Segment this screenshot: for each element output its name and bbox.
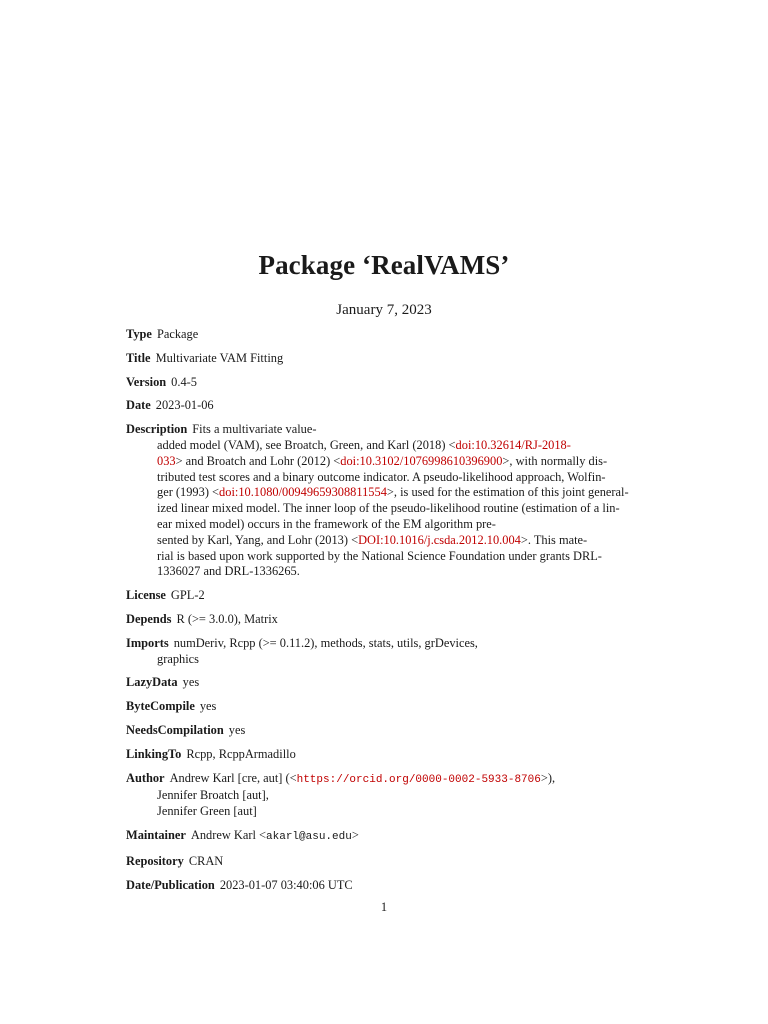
field-value: 2023-01-07 03:40:06 UTC [219,877,353,892]
description-line: 1336027 and DRL-1336265. [157,564,300,579]
field-needscompilation [126,723,642,739]
description-line [126,438,642,454]
field-value: yes [228,722,246,737]
field-value: 2023-01-06 [155,398,214,413]
author-text: >), [540,770,556,785]
field-label: Author [126,770,165,785]
description-text: ger (1993) < [157,485,220,500]
field-value: yes [199,699,217,714]
field-imports [126,636,642,668]
field-lazydata [126,675,642,691]
field-value: Package [156,327,199,341]
doi-link[interactable]: doi:10.1080/00949659308811554 [219,485,387,500]
field-maintainer [126,828,642,846]
page-number: 1 [380,900,388,914]
description-line: Fits a multivariate value- [192,422,317,437]
field-value: Multivariate VAM Fitting [155,350,284,365]
doi-link[interactable]: doi:10.32614/RJ-2018- [455,437,571,452]
field-type [126,327,642,343]
field-label: Repository [126,853,184,868]
doi-link[interactable]: 033 [157,453,176,468]
field-label: LinkingTo [126,746,182,761]
field-date [126,398,642,414]
field-value: Rcpp, RcppArmadillo [186,746,296,761]
field-label: Description [126,422,188,437]
field-label: NeedsCompilation [126,722,224,737]
orcid-link[interactable]: https://orcid.org/0000-0002-5933-8706 [296,773,541,786]
description-line [126,454,642,470]
field-label: Date/Publication [126,877,215,892]
description-text: > and Broatch and Lohr (2012) < [175,453,341,468]
field-value: yes [182,675,200,690]
description-fields [126,327,642,901]
field-value: R (>= 3.0.0), Matrix [176,611,278,626]
doi-link[interactable]: DOI:10.1016/j.csda.2012.10.004 [358,532,521,547]
author-text: Andrew Karl [cre, aut] (< [169,770,297,785]
description-text: added model (VAM), see Broatch, Green, and Karl (2018) < [157,437,456,452]
field-version [126,375,642,391]
field-value: GPL-2 [170,588,205,603]
field-depends [126,612,642,628]
field-label: Date [126,398,151,413]
description-line: rial is based upon work supported by the National Science Foundation under grants DRL- [157,548,602,563]
field-value: numDeriv, Rcpp (>= 0.11.2), methods, stats, utils, grDevices, [173,635,478,650]
field-bytecompile [126,699,642,715]
description-line: tributed test scores and a binary outcome indicator. A pseudo-likelihood approach, Wolfin- [157,469,606,484]
field-linkingto [126,747,642,763]
field-label: Maintainer [126,827,186,842]
maintainer-text: > [351,827,359,842]
author-line: Jennifer Green [aut] [157,804,257,819]
description-line [126,485,642,501]
description-text: >, with normally dis- [502,453,608,468]
field-label: License [126,588,166,603]
field-label: Imports [126,635,169,650]
maintainer-email[interactable]: akarl@asu.edu [266,830,352,843]
field-repository [126,854,642,870]
field-label: ByteCompile [126,699,195,714]
field-label: Type [126,327,152,341]
field-license [126,588,642,604]
field-value: CRAN [188,853,224,868]
description-line [126,533,642,549]
field-label: Version [126,374,167,389]
maintainer-text: Andrew Karl < [190,827,267,842]
package-title: Package ‘RealVAMS’ [258,250,510,280]
field-label: Depends [126,611,172,626]
description-line: ized linear mixed model. The inner loop of the pseudo-likelihood routine (estimation of a lin- [157,501,620,516]
package-date: January 7, 2023 [336,302,432,318]
description-text: >. This mate- [520,532,588,547]
field-author [126,771,642,820]
doi-link[interactable]: doi:10.3102/1076998610396900 [340,453,503,468]
field-date-publication [126,878,642,894]
field-label: Title [126,350,151,365]
field-value-continued: graphics [157,651,199,666]
description-text: sented by Karl, Yang, and Lohr (2013) < [157,532,359,547]
description-text: >, is used for the estimation of this joint general- [386,485,629,500]
description-line: ear mixed model) occurs in the framework of the EM algorithm pre- [157,516,496,531]
author-line: Jennifer Broatch [aut], [157,788,269,803]
field-label: LazyData [126,675,178,690]
field-description [126,422,642,580]
field-value: 0.4-5 [171,374,197,389]
field-title [126,351,642,367]
